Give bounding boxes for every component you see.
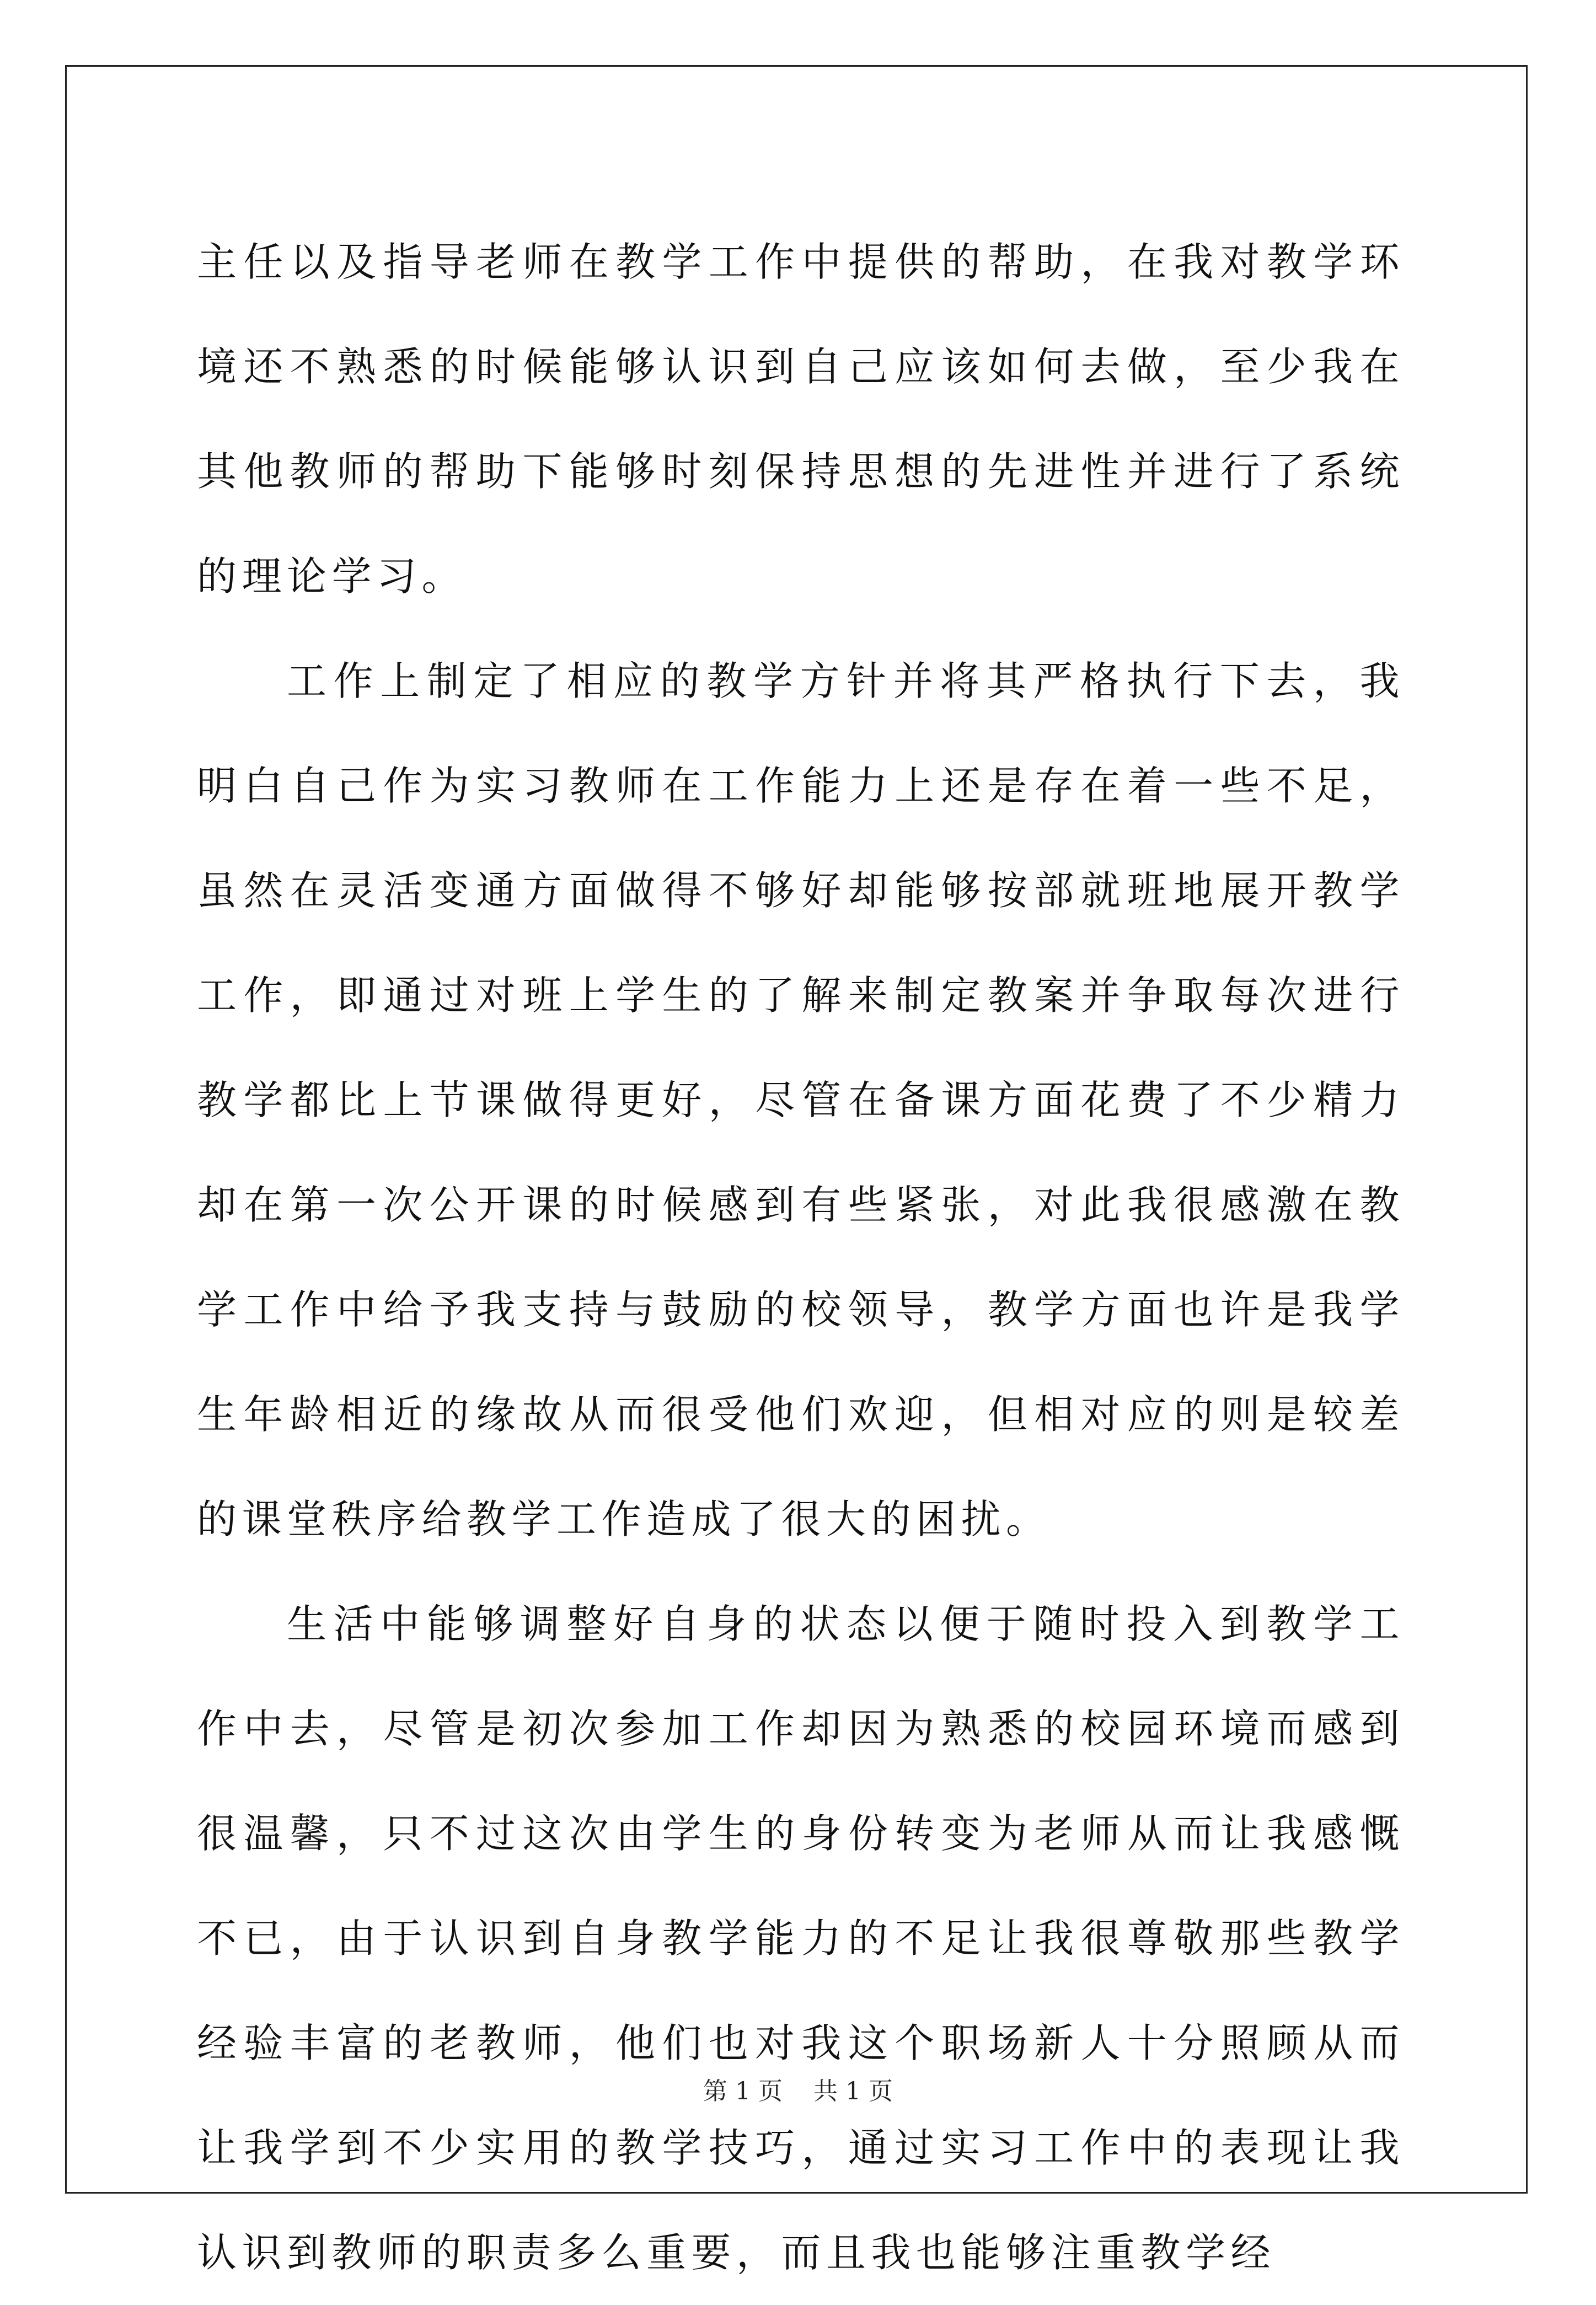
paragraph-2: 工作上制定了相应的教学方针并将其严格执行下去，我明白自己作为实习教师在工作能力上还是存在着一些不足，虽然在灵活变通方面做得不够好却能够按部就班地展开教学工作，即通过对班上学生的了解来制定教案并争取每次进行教学都比上节课做得更好，尽管在备课方面花费了不少精力却在第一次公开课的时候感到有些紧张，对此我很感激在教学工作中给予我支持与鼓励的校领导，教学方面也许是我学生年龄相近的缘故从而很受他们欢迎，但相对应的则是较差的课堂秩序给教学工作造成了很大的困扰。 — [197, 658, 1405, 1542]
document-body — [197, 210, 1405, 2305]
paragraph-1: 主任以及指导老师在教学工作中提供的帮助，在我对教学环境还不熟悉的时候能够认识到自己应该如何去做，至少我在其他教师的帮助下能够时刻保持思想的先进性并进行了系统的理论学习。 — [197, 239, 1405, 599]
paragraph-3: 生活中能够调整好自身的状态以便于随时投入到教学工作中去，尽管是初次参加工作却因为熟悉的校园环境而感到很温馨，只不过这次由学生的身份转变为老师从而让我感慨不已，由于认识到自身教学能力的不足让我很尊敬那些教学经验丰富的老教师，他们也对我这个职场新人十分照顾从而让我学到不少实用的教学技巧，通过实习工作中的表现让我认识到教师的职责多么重要，而且我也能够注重教学经 — [197, 1601, 1405, 2276]
page-footer: 第 1 页 共 1 页 — [703, 2077, 893, 2105]
